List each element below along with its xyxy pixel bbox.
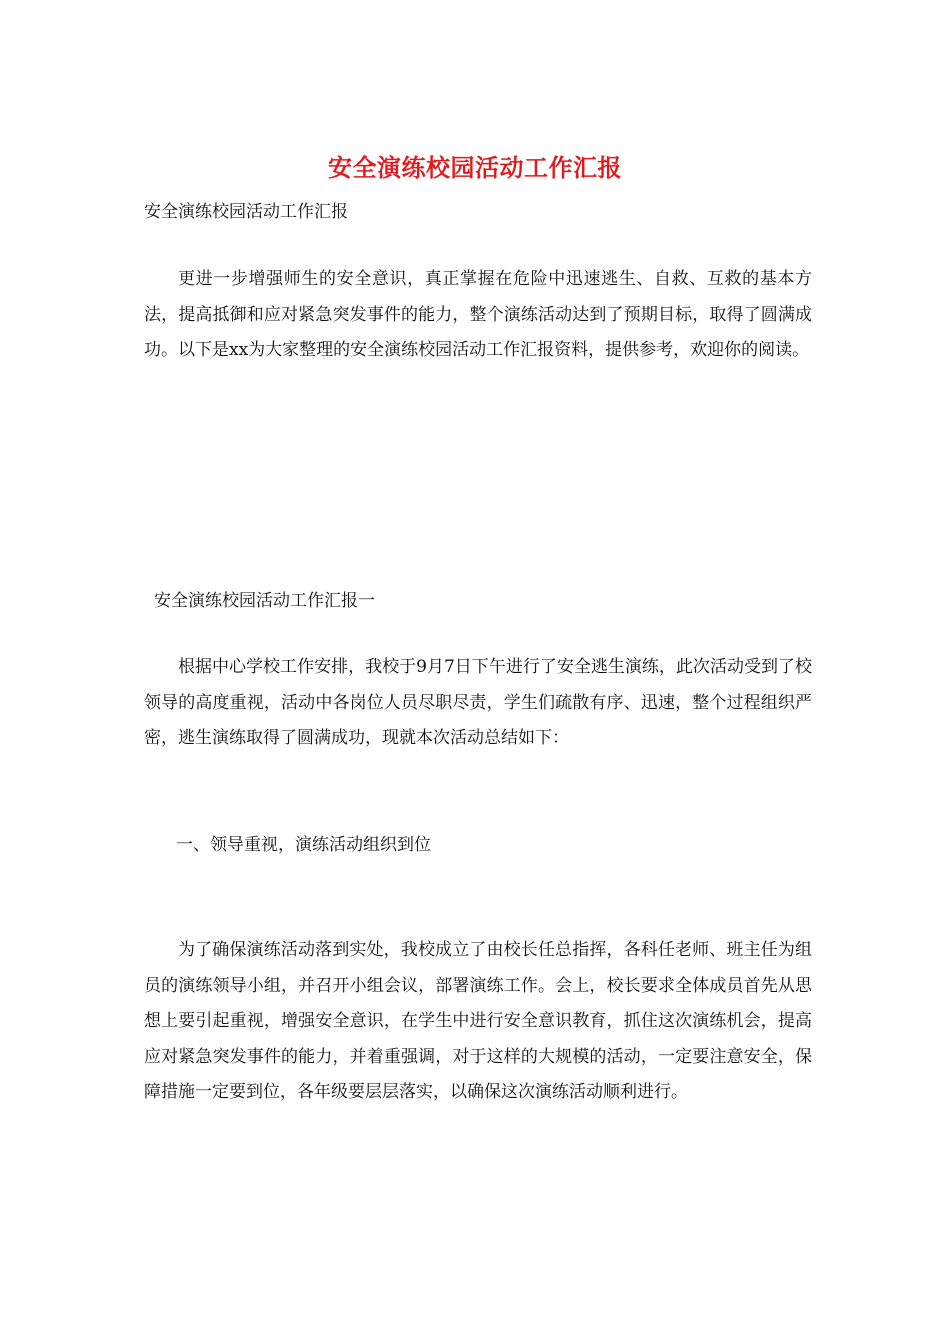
leadership-paragraph: 为了确保演练活动落到实处，我校成立了由校长任总指挥，各科任老师、班主任为组员的演练领导小组，并召开小组会议，部署演练工作。会上，校长要求全体成员首先从思想上要引起重视，增强安全意识，在学生中进行安全意识教育，抓住这次演练机会，提高应对紧急突发事件的能力，并着重强调，对于这样的大规模的活动，一定要注意安全，保障措施一定要到位，各年级要层层落实，以确保这次演练活动顺利进行。 [144, 940, 812, 1102]
document-title: 安全演练校园活动工作汇报 [328, 153, 622, 182]
document-subtitle: 安全演练校园活动工作汇报 [144, 202, 348, 222]
heading-leadership: 一、领导重视，演练活动组织到位 [176, 835, 431, 855]
section-paragraph: 根据中心学校工作安排，我校于9月7日下午进行了安全逃生演练，此次活动受到了校领导的高度重视，活动中各岗位人员尽职尽责，学生们疏散有序、迅速，整个过程组织严密，逃生演练取得了圆满成功，现就本次活动总结如下： [144, 657, 812, 748]
section-title: 安全演练校园活动工作汇报一 [154, 591, 375, 611]
intro-paragraph: 更进一步增强师生的安全意识，真正掌握在危险中迅速逃生、自救、互救的基本方法，提高抵御和应对紧急突发事件的能力，整个演练活动达到了预期目标，取得了圆满成功。以下是xx为大家整理的安全演练校园活动工作汇报资料，提供参考，欢迎你的阅读。 [144, 269, 812, 360]
